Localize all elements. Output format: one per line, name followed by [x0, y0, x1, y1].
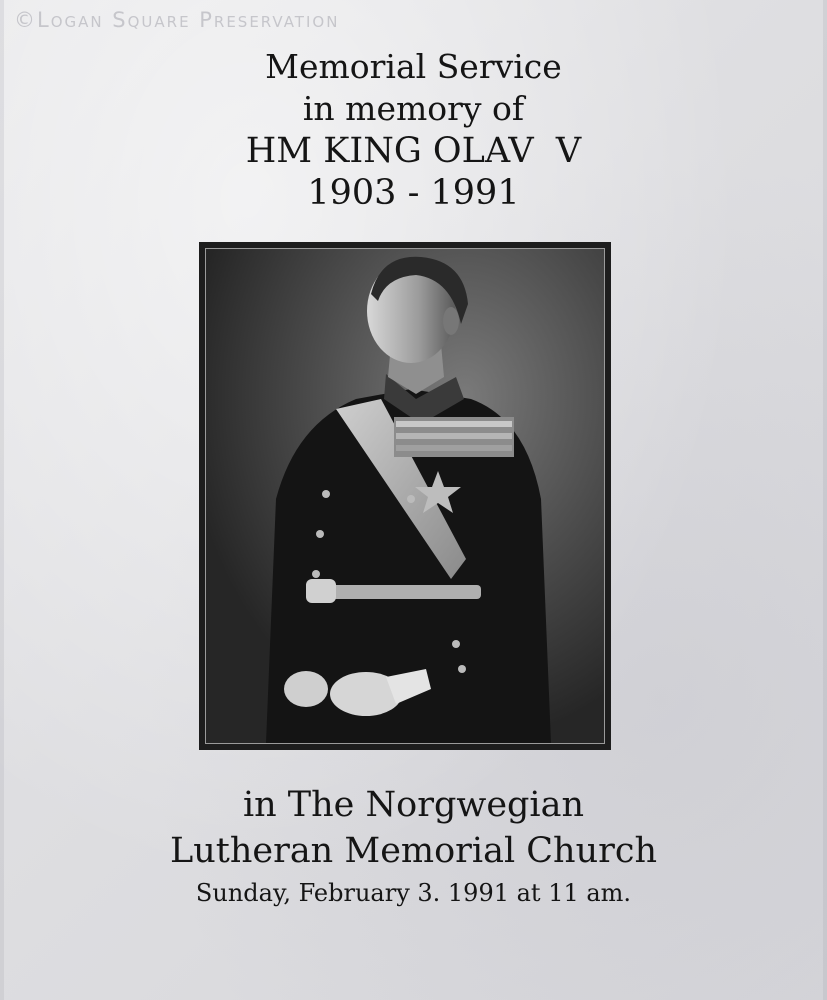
portrait-figure [206, 249, 604, 743]
title-line-in-memory: in memory of [302, 89, 525, 128]
title-line-service: Memorial Service [265, 47, 562, 86]
location-block [0, 782, 827, 910]
portrait-photo [205, 248, 605, 744]
service-datetime: Sunday, February 3. 1991 at 11 am. [195, 879, 632, 907]
location-line-2: Lutheran Memorial Church [169, 831, 658, 871]
portrait-frame [199, 242, 611, 750]
watermark: ©Logan Square Preservation [14, 8, 340, 32]
title-block [0, 46, 827, 214]
location-line-1: in The Norgwegian [242, 785, 585, 825]
title-line-years: 1903 - 1991 [307, 173, 520, 213]
title-line-king: HM KING OLAV V [245, 131, 582, 171]
